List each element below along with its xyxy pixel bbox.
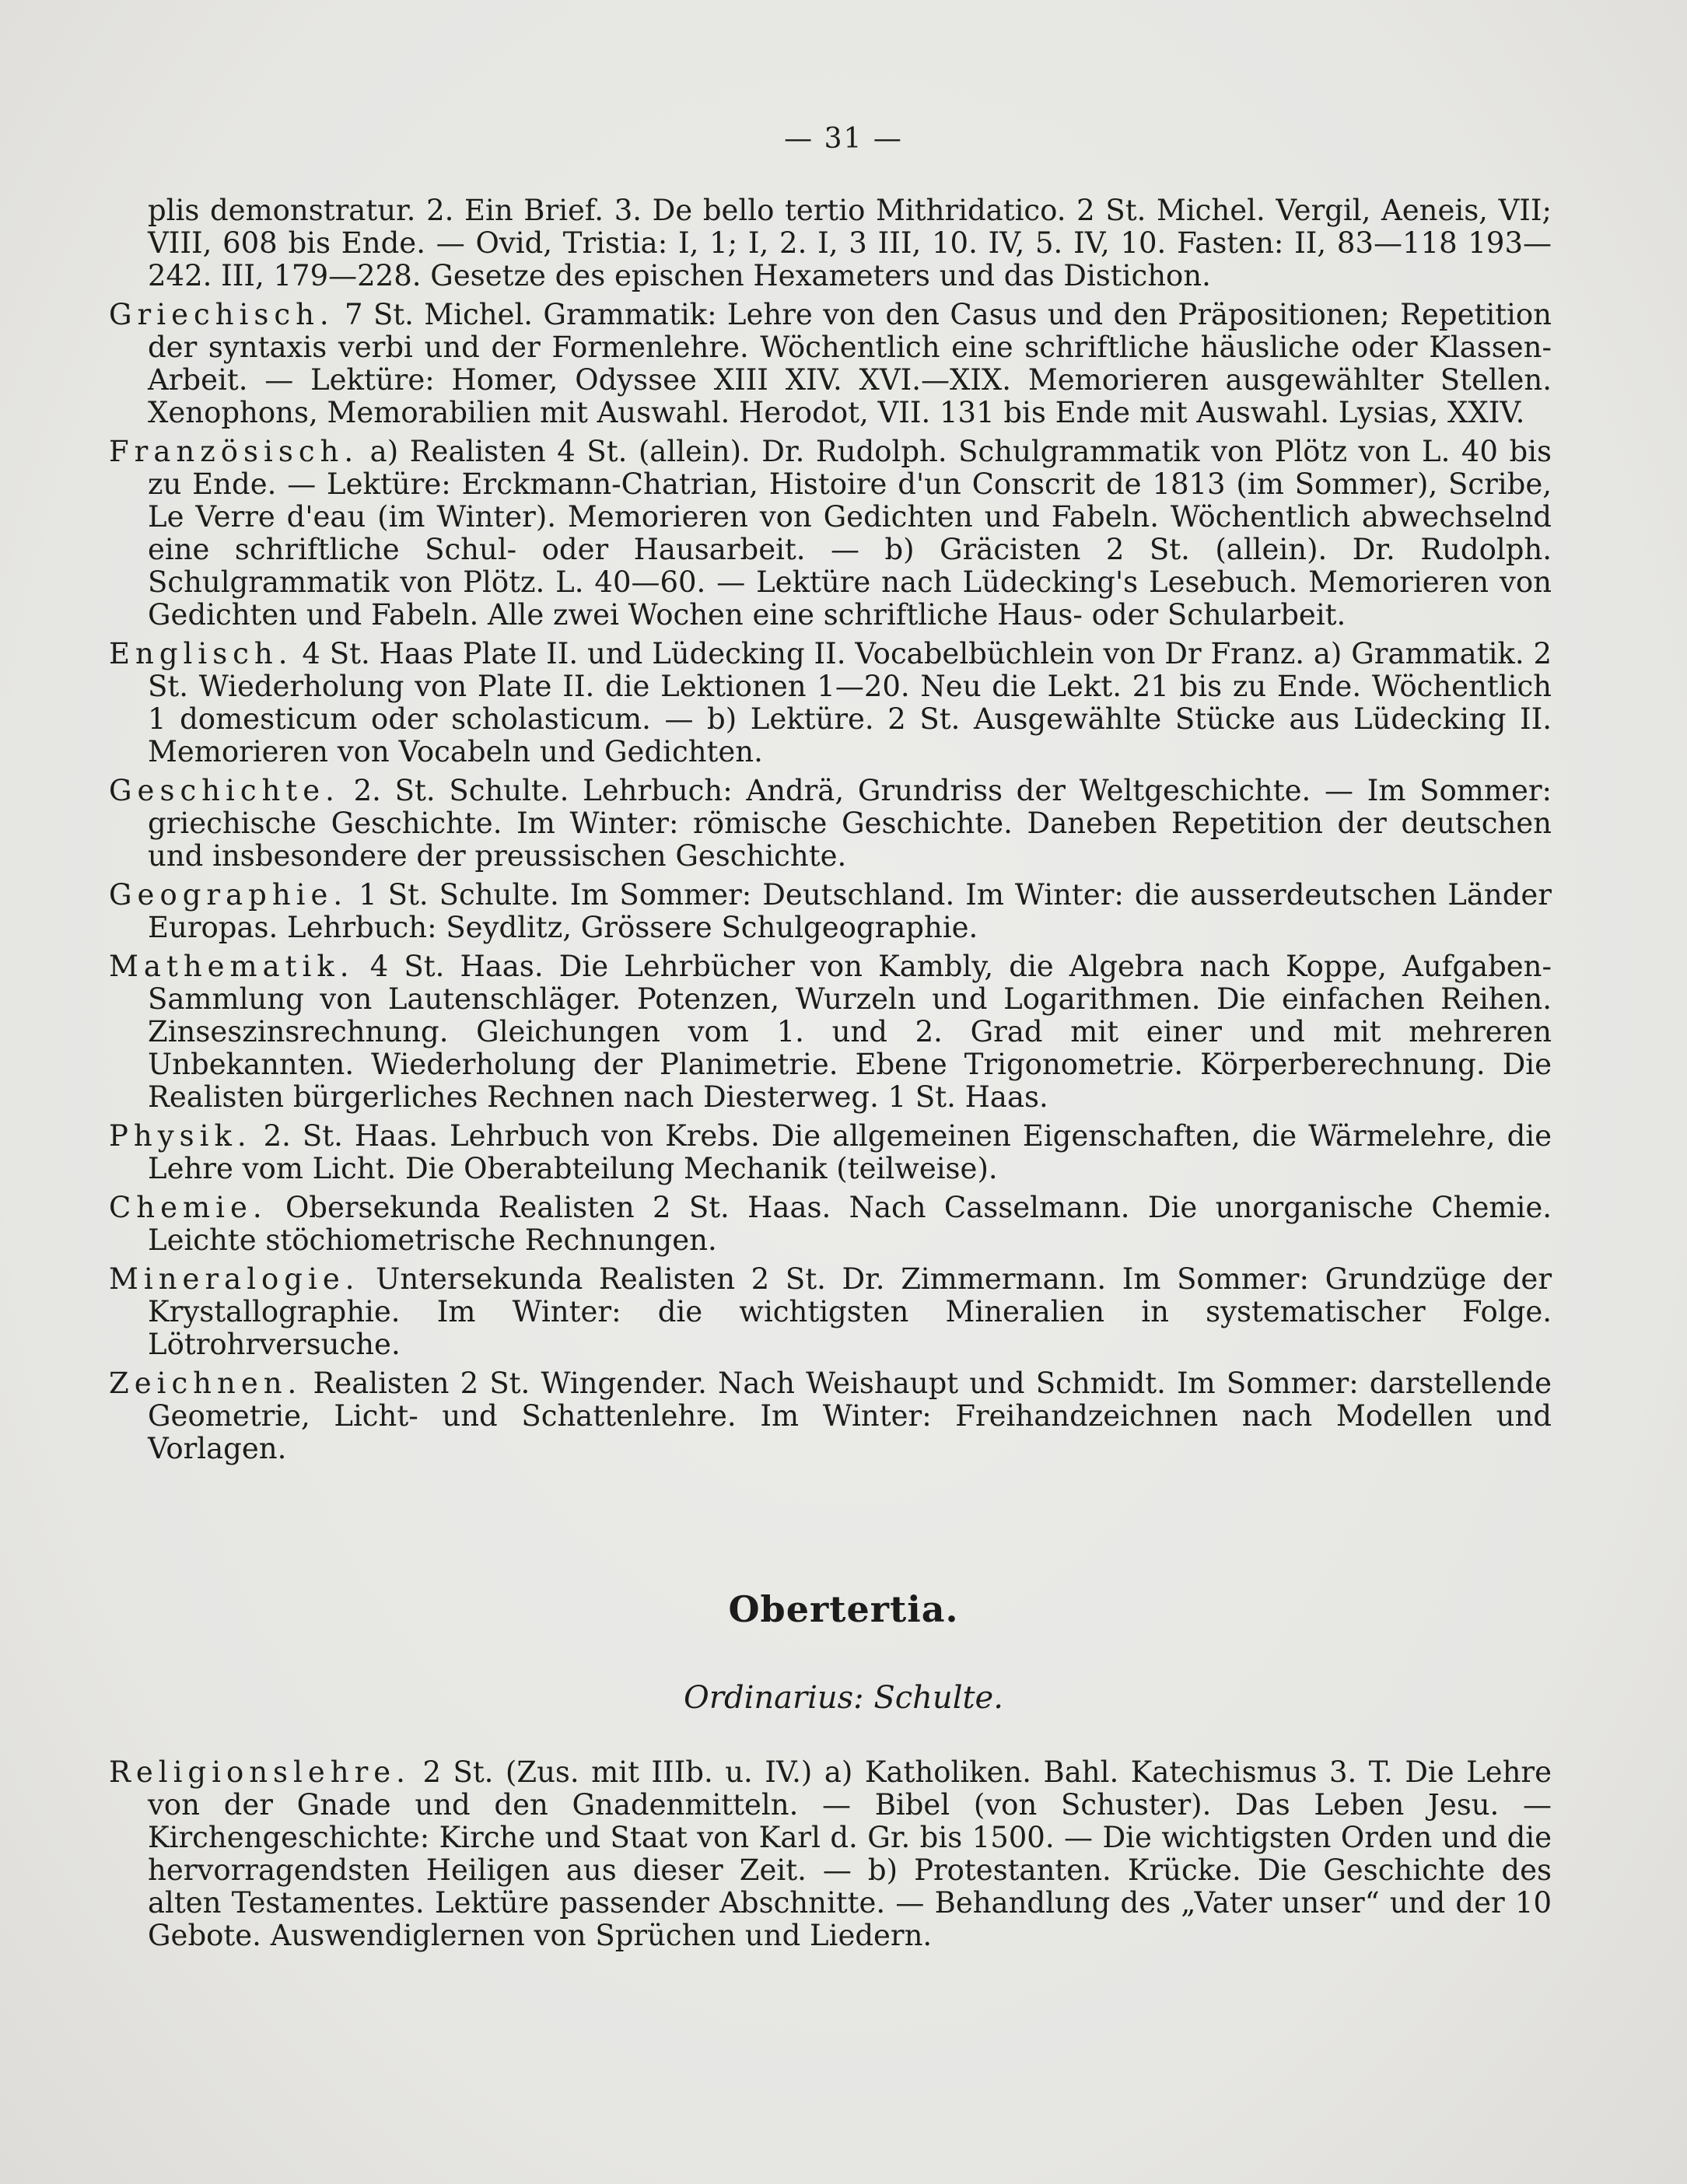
subject-text: Obersekunda Realisten 2 St. Haas. Nach Casselmann. Die unorganische Chemie. Leichte stöchiometrische Rechnungen. [148,1191,1552,1257]
subject-text: 7 St. Michel. Grammatik: Lehre von den Casus und den Präpositionen; Repetition der syntaxis verbi und der Formenlehre. Wöchentlich eine schriftliche häusliche oder Klassen-Arbeit. — Lektüre: Homer, Odyssee XIII XIV. XVI.—XIX. Memorieren ausgewählter Stellen. Xenophons, Memorabilien mit Auswahl. Herodot, VII. 131 bis Ende mit Auswahl. Lysias, XXIV. [148,298,1552,429]
subject-paragraph [109,1756,1552,1952]
section-subheading: Ordinarius: Schulte. [684,1680,1003,1716]
page-number: — 31 — [784,123,903,155]
subject-title: Chemie. [109,1191,268,1224]
subject-paragraph [109,299,1552,429]
subject-title: Zeichnen. [109,1367,303,1400]
subjects-section [109,194,1552,1472]
subject-title: Griechisch. [109,298,334,331]
subject-paragraph [109,436,1552,632]
subject-text: 4 St. Haas Plate II. und Lüdecking II. Vocabelbüchlein von Dr Franz. a) Grammatik. 2 St. Wiederholung von Plate II. die Lektionen 1—20. Neu die Lekt. 21 bis zu Ende. Wöchentlich 1 domesticum oder scholasticum. — b) Lektüre. 2 St. Ausgewählte Stücke aus Lüdecking II. Memorieren von Vocabeln und Gedichten. [148,637,1552,768]
subject-text: 1 St. Schulte. Im Sommer: Deutschland. Im Winter: die ausserdeutschen Länder Europas. Lehrbuch: Seydlitz, Grössere Schulgeographie. [148,878,1552,944]
continuation-paragraph: plis demonstratur. 2. Ein Brief. 3. De bello tertio Mithridatico. 2 St. Michel. Vergil, Aeneis, VII; VIII, 608 bis Ende. — Ovid, Tristia: I, 1; I, 2. I, 3 III, 10. IV, 5. IV, 10. Fasten: II, 83—118 193—242. III, 179—228. Gesetze des epischen Hexameters und das Distichon. [148,194,1552,292]
subject-title: Englisch. [109,637,293,670]
subject-paragraph [109,638,1552,768]
subject-title: Mineralogie. [109,1262,360,1296]
subject-text: 2 St. (Zus. mit IIIb. u. IV.) a) Katholiken. Bahl. Katechismus 3. T. Die Lehre von der Gnade und den Gnadenmitteln. — Bibel (von Schuster). Das Leben Jesu. — Kirchengeschichte: Kirche und Staat von Karl d. Gr. bis 1500. — Die wichtigsten Orden und die hervorragendsten Heiligen aus dieser Zeit. — b) Protestanten. Krücke. Die Geschichte des alten Testamentes. Lektüre passender Abschnitte. — Behandlung des „Vater unser“ und der 10 Gebote. Auswendiglernen von Sprüchen und Liedern. [148,1755,1552,1952]
subject-title: Religionslehre. [109,1755,411,1789]
subject-paragraph [109,1120,1552,1185]
subject-paragraph [109,1367,1552,1465]
subject-text: 2. St. Haas. Lehrbuch von Krebs. Die allgemeinen Eigenschaften, die Wärmelehre, die Lehre vom Licht. Die Oberabteilung Mechanik (teilweise). [148,1119,1552,1185]
subject-paragraph [109,775,1552,873]
subject-title: Geographie. [109,878,348,912]
subject-paragraph [109,1192,1552,1257]
subject-paragraph [109,1263,1552,1361]
subject-title: Französisch. [109,435,359,468]
subject-text: 2. St. Schulte. Lehrbuch: Andrä, Grundriss der Weltgeschichte. — Im Sommer: griechische Geschichte. Im Winter: römische Geschichte. Daneben Repetition der deutschen und insbesondere der preussischen Geschichte. [148,774,1552,873]
subject-title: Physik. [109,1119,252,1153]
subject-paragraph [109,879,1552,944]
subject-paragraph [109,950,1552,1114]
obertertia-section [109,1756,1552,1958]
subject-text: 4 St. Haas. Die Lehrbücher von Kambly, die Algebra nach Koppe, Aufgaben-Sammlung von Lautenschläger. Potenzen, Wurzeln und Logarithmen. Die einfachen Reihen. Zinseszinsrechnung. Gleichungen vom 1. und 2. Grad mit einer und mit mehreren Unbekannten. Wiederholung der Planimetrie. Ebene Trigonometrie. Körperberechnung. Die Realisten bürgerliches Rechnen nach Diesterweg. 1 St. Haas. [148,950,1552,1114]
subject-title: Mathematik. [109,950,355,983]
subject-title: Geschichte. [109,774,340,807]
subject-text: Realisten 2 St. Wingender. Nach Weishaupt und Schmidt. Im Sommer: darstellende Geometrie, Licht- und Schattenlehre. Im Winter: Freihandzeichnen nach Modellen und Vorlagen. [148,1367,1552,1465]
subject-text: Untersekunda Realisten 2 St. Dr. Zimmermann. Im Sommer: Grundzüge der Krystallographie. Im Winter: die wichtigsten Mineralien in systematischer Folge. Lötrohrversuche. [148,1262,1552,1361]
subject-text: a) Realisten 4 St. (allein). Dr. Rudolph. Schulgrammatik von Plötz von L. 40 bis zu Ende. — Lektüre: Erckmann-Chatrian, Histoire d'un Conscrit de 1813 (im Sommer), Scribe, Le Verre d'eau (im Winter). Memorieren von Gedichten und Fabeln. Wöchentlich abwechselnd eine schriftliche Schul- oder Hausarbeit. — b) Gräcisten 2 St. (allein). Dr. Rudolph. Schulgrammatik von Plötz. L. 40—60. — Lektüre nach Lüdecking's Lesebuch. Memorieren von Gedichten und Fabeln. Alle zwei Wochen eine schriftliche Haus- oder Schularbeit. [148,435,1552,632]
section-heading: Obertertia. [728,1588,959,1630]
